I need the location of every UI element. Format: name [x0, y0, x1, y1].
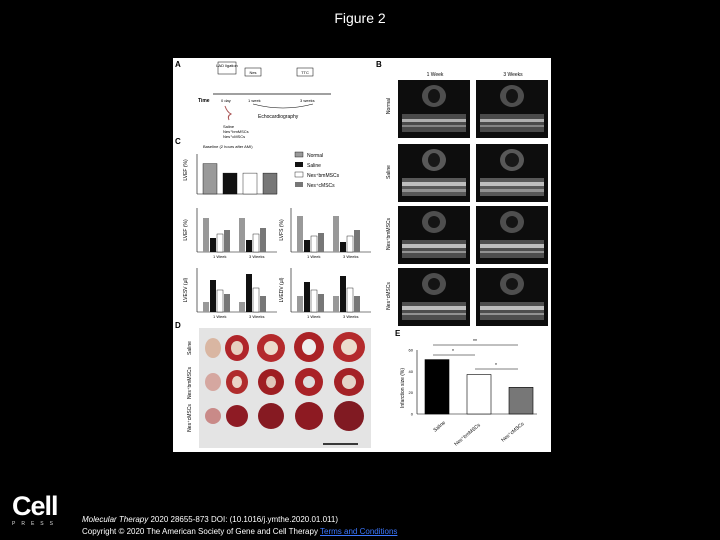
- timeline-echo-label: Echocardiography: [258, 114, 299, 120]
- copyright-text: Copyright © 2020 The American Society of Gene and Cell Therapy: [82, 527, 321, 536]
- terms-link[interactable]: Terms and Conditions: [320, 527, 398, 536]
- infarct-ytick-3: 60: [408, 347, 413, 353]
- infarct-ticks: [409, 348, 414, 417]
- baseline-title: Baseline (2 hours after AMI): [203, 144, 253, 149]
- legend-label-saline: Saline: [307, 163, 321, 169]
- echo-col-3weeks: 3 Weeks: [503, 72, 523, 78]
- chart-lvef-group-2: 3 Weeks: [249, 254, 265, 259]
- chart-lvedv-group-1: 1 Week: [307, 314, 321, 319]
- sig-mark-3: *: [495, 363, 497, 369]
- sig-mark-2: *: [452, 349, 454, 355]
- echo-textures: [402, 85, 544, 320]
- panel-label-c: C: [175, 137, 181, 146]
- infarct-ytick-0: 0: [410, 411, 413, 417]
- baseline-chart: [183, 144, 277, 194]
- chart-lvef-group-1: 1 Week: [213, 254, 227, 259]
- syringe-icon: [225, 106, 231, 120]
- ttc-row-nesc: Nes⁺cMSCs: [187, 404, 193, 432]
- baseline-bar-3: [263, 173, 277, 194]
- echo-row-saline: Saline: [386, 165, 392, 179]
- infarct-chart: [400, 339, 537, 448]
- legend-swatch-nesbm: [295, 172, 303, 177]
- cell-logo-text: Cell: [12, 491, 58, 521]
- timeline-box-ttc-label: TTC: [301, 70, 309, 75]
- echo-row-nesc: Nes⁺cMSCs: [386, 282, 392, 310]
- chart-lvedv-group-2: 3 Weeks: [343, 314, 359, 319]
- ttc-row-nesbm: Nes⁺bmMSCs: [187, 366, 193, 400]
- timeline-tick-0: 0 day: [221, 98, 231, 103]
- panel-label-e: E: [395, 329, 401, 338]
- timeline-treatment-0: Saline: [223, 124, 235, 129]
- infarct-ytick-1: 20: [408, 390, 413, 396]
- figure-svg: [173, 58, 551, 452]
- infarct-cat-1: Nes⁺bmMSCs: [453, 422, 482, 448]
- infarct-cat-0: Saline: [432, 419, 447, 434]
- echo-bracket: [253, 104, 313, 108]
- chart-lvesv-ylabel: LVESV (µl): [183, 277, 189, 303]
- chart-lvedv-ylabel: LVEDV (µl): [279, 277, 285, 303]
- panel-label-b: B: [376, 60, 382, 69]
- echo-row-normal: Normal: [386, 97, 392, 115]
- timeline: [198, 62, 331, 139]
- baseline-bar-0: [203, 164, 217, 194]
- infarct-ylabel: Infarction size (%): [400, 367, 406, 409]
- legend-swatch-normal: [295, 152, 303, 157]
- baseline-ylabel: LVEF (%): [183, 159, 189, 181]
- ttc-row-saline: Saline: [187, 341, 193, 355]
- legend-label-normal: Normal: [307, 153, 324, 159]
- infarct-bar-2: [509, 387, 533, 414]
- infarct-bars: [425, 360, 533, 414]
- chart-lvef-ylabel: LVEF (%): [183, 219, 189, 241]
- chart-lvfs: [279, 208, 371, 259]
- infarct-bar-0: [425, 360, 449, 414]
- legend-swatch-saline: [295, 162, 303, 167]
- cell-press-logo: [12, 493, 60, 529]
- timeline-treatment-1: Nes⁺bmMSCs: [223, 129, 249, 134]
- copyright: [82, 527, 397, 536]
- chart-lvfs-group-1: 1 Week: [307, 254, 321, 259]
- citation-details: 2020 28655-873 DOI: (10.1016/j.ymthe.2020.01.011): [148, 515, 339, 524]
- echo-col-1week: 1 Week: [426, 72, 444, 78]
- echo-row-nesbm: Nes⁺bmMSCs: [386, 217, 392, 251]
- timeline-box-ligation-label: LAD ligation: [216, 63, 238, 68]
- timeline-treatment-2: Nes⁺cMSCs: [223, 134, 246, 139]
- figure-image: [173, 58, 551, 452]
- legend-label-nesbm: Nes⁺bmMSCs: [307, 173, 340, 179]
- chart-lvesv-group-1: 1 Week: [213, 314, 227, 319]
- echo-panel: [386, 72, 548, 326]
- legend-swatch-nesc: [295, 182, 303, 187]
- infarct-cat-2: Nes⁺cMSCs: [500, 421, 526, 444]
- baseline-bar-2: [243, 173, 257, 194]
- chart-lvesv-group-2: 3 Weeks: [249, 314, 265, 319]
- panel-label-a: A: [175, 60, 181, 69]
- citation: [82, 515, 338, 524]
- ttc-panel: [187, 328, 371, 448]
- infarct-bar-1: [467, 375, 491, 414]
- chart-lvef: [183, 208, 277, 259]
- chart-lvesv: [183, 268, 277, 319]
- chart-legend: [295, 152, 340, 189]
- chart-lvedv: [279, 268, 371, 319]
- sig-mark-1: **: [473, 339, 477, 345]
- panel-label-d: D: [175, 321, 181, 330]
- timeline-time-label: Time: [198, 98, 210, 104]
- baseline-bars: [203, 164, 277, 194]
- chart-lvfs-group-2: 3 Weeks: [343, 254, 359, 259]
- chart-lvfs-ylabel: LVFS (%): [279, 219, 285, 241]
- baseline-bar-1: [223, 173, 237, 194]
- journal-name: Molecular Therapy: [82, 515, 149, 524]
- press-logo-text: PRESS: [12, 521, 59, 527]
- timeline-tick-2: 3 weeks: [300, 98, 315, 103]
- infarct-ytick-2: 40: [408, 368, 413, 374]
- legend-label-nesc: Nes⁺cMSCs: [307, 183, 335, 189]
- timeline-tick-1: 1 week: [248, 98, 261, 103]
- figure-title: Figure 2: [334, 10, 386, 26]
- timeline-box-nes-label: Nes: [249, 70, 257, 75]
